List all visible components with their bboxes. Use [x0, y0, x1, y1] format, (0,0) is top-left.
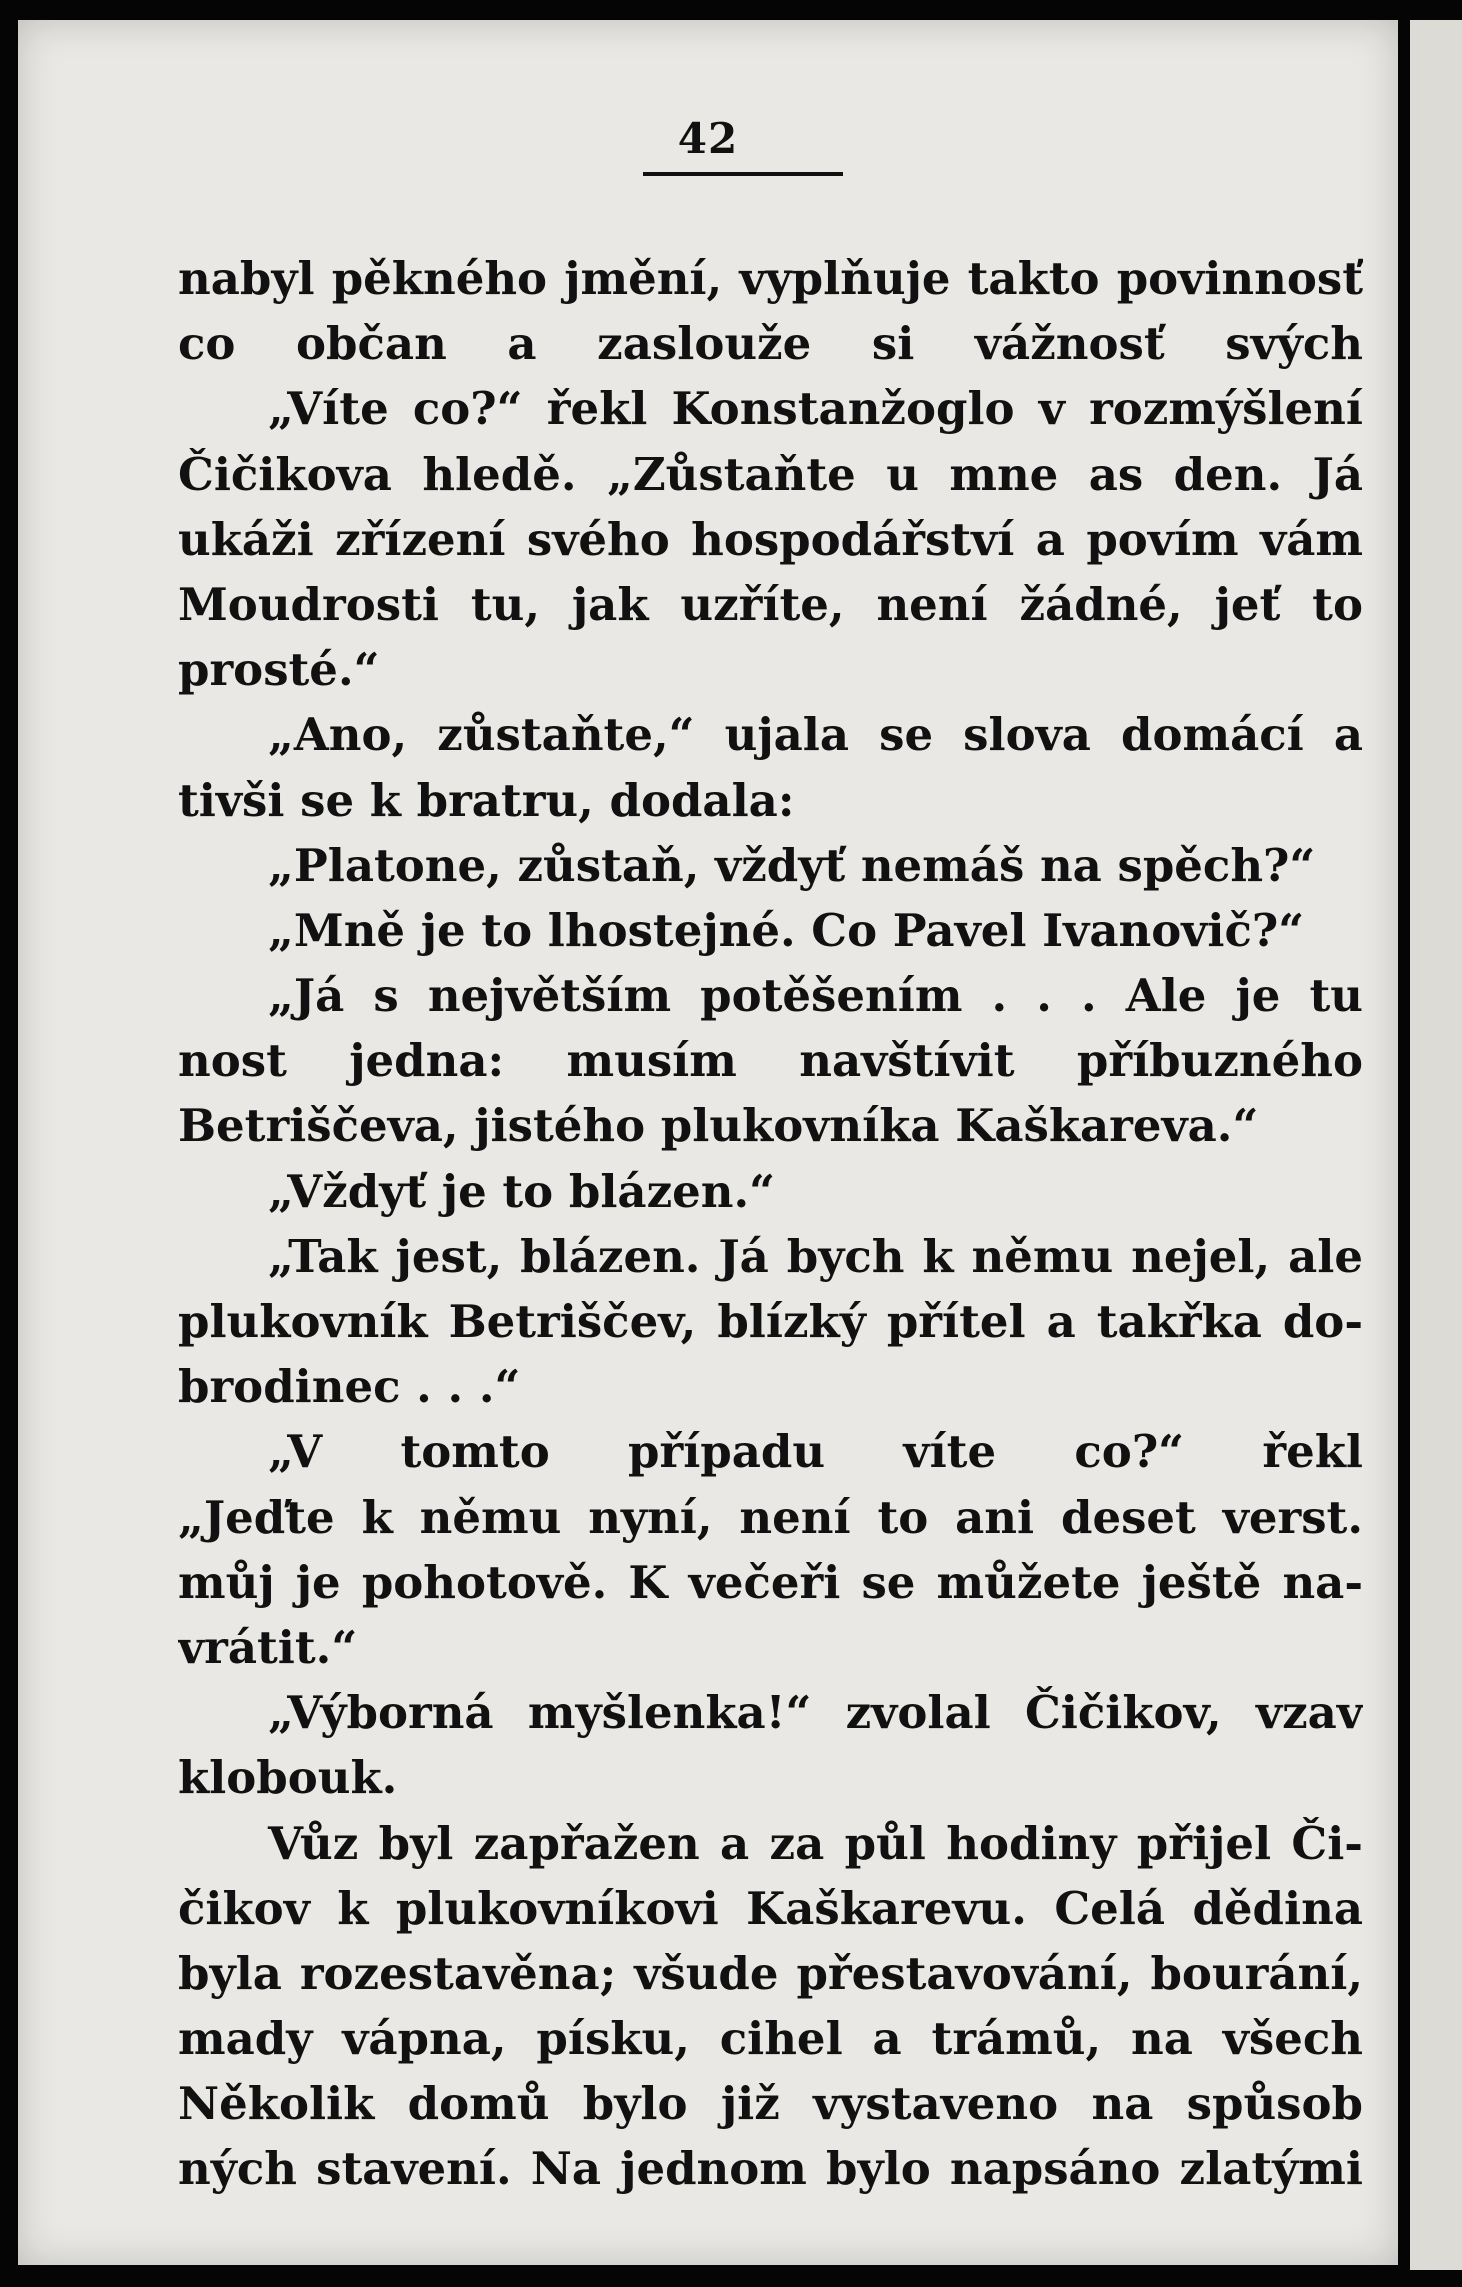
- text-line: nabyl pěkného jmění, vyplňuje takto povinnosť: [178, 252, 1363, 305]
- header-rule: [643, 172, 843, 176]
- text-line: mady vápna, písku, cihel a trámů, na všech: [178, 2012, 1363, 2066]
- text-line: „Víte co?“ řekl Konstanžoglo v rozmýšlení: [268, 382, 1363, 436]
- text-line: ných stavení. Na jednom bylo napsáno zlatými: [178, 2142, 1363, 2196]
- text-line: plukovník Betriščev, blízký přítel a takřka do-: [178, 1295, 1363, 1348]
- text-line: „Já s největším potěšením . . . Ale je tu: [268, 969, 1363, 1023]
- text-line: „Platone, zůstaň, vždyť nemáš na spěch?“: [268, 838, 1316, 892]
- text-line: můj je pohotově. K večeři se můžete ještě na-: [178, 1555, 1363, 1609]
- text-line: Vůz byl zapřažen a za půl hodiny přijel Či-: [268, 1816, 1363, 1870]
- text-line: Čičikova hledě. „Zůstaňte u mne as den. Já: [178, 447, 1363, 501]
- text-line: „Mně je to lhostejné. Co Pavel Ivanovič?“: [268, 903, 1305, 957]
- text-line: klobouk.: [178, 1751, 398, 1805]
- text-line: brodinec . . .“: [178, 1360, 521, 1414]
- book-page: [18, 20, 1398, 2265]
- text-line: „Ano, zůstaňte,“ ujala se slova domácí a: [268, 708, 1363, 762]
- text-line: „Vždyť je to blázen.“: [268, 1164, 776, 1218]
- text-line: „Tak jest, blázen. Já bych k němu nejel, ale: [268, 1229, 1363, 1283]
- text-line: „V tomto případu víte co?“ řekl: [268, 1425, 1363, 1479]
- text-line: tivši se k bratru, dodala:: [178, 773, 795, 827]
- text-line: vrátit.“: [178, 1620, 358, 1674]
- text-line: ukáži zřízení svého hospodářství a povím vám: [178, 512, 1363, 566]
- text-line: Moudrosti tu, jak uzříte, není žádné, jeť to: [178, 577, 1363, 631]
- adjacent-page-edge: [1410, 20, 1462, 2270]
- text-line: byla rozestavěna; všude přestavování, bourání,: [178, 1946, 1363, 2000]
- text-line: „Výborná myšlenka!“ zvolal Čičikov, vzav: [268, 1686, 1363, 1740]
- text-line: prosté.“: [178, 643, 380, 697]
- text-line: „Jeďte k němu nyní, není to ani deset verst.: [178, 1490, 1363, 1544]
- text-line: Několik domů bylo již vystaveno na spůsob: [178, 2077, 1363, 2131]
- page-number: 42: [677, 114, 739, 163]
- body-text: [178, 246, 1363, 2202]
- text-line: čikov k plukovníkovi Kaškarevu. Celá dědina: [178, 1881, 1363, 1935]
- text-line: co občan a zasloužе si vážnosť svých: [178, 317, 1363, 371]
- text-line: nost jedna: musím navštívit příbuzného: [178, 1034, 1363, 1088]
- text-line: Betriščeva, jistého plukovníka Kaškareva.“: [178, 1099, 1259, 1153]
